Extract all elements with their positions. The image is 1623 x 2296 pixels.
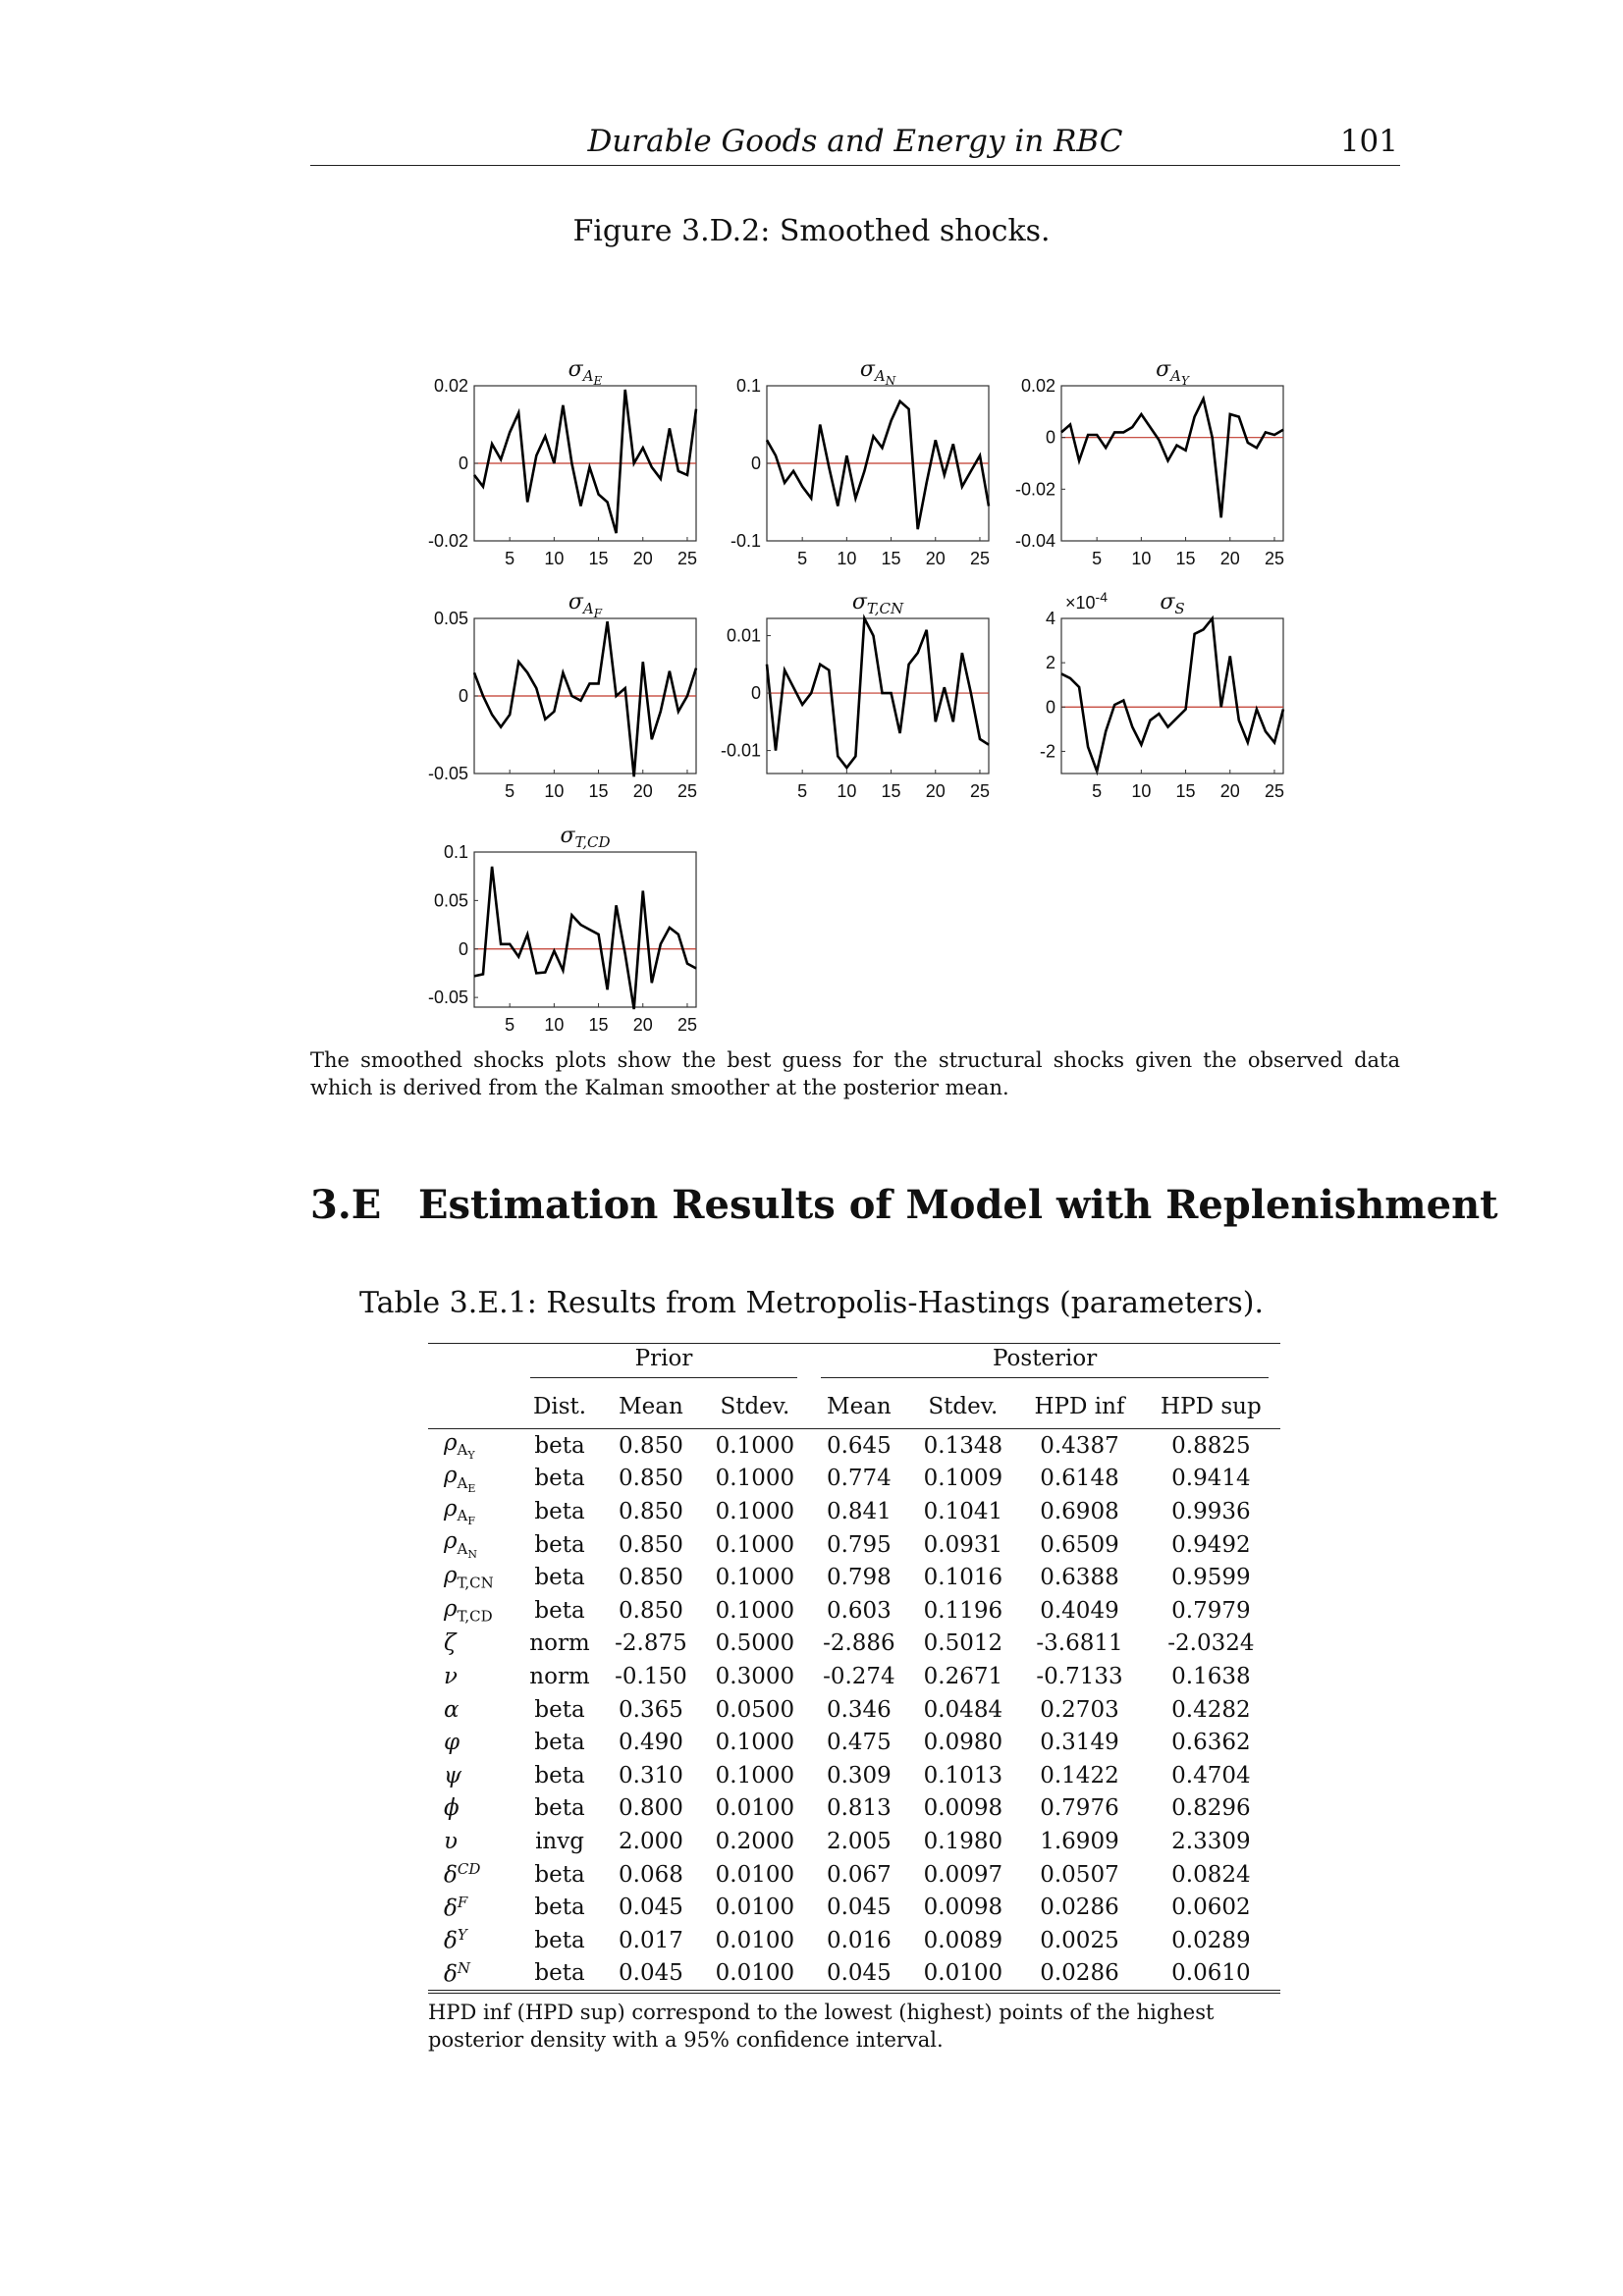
table-cell: 0.8296: [1171, 1795, 1251, 1822]
table-cell: 0.365: [619, 1696, 683, 1723]
table-cell: 0.0098: [923, 1895, 1003, 1921]
group-header-posterior: Posterior: [821, 1346, 1269, 1378]
column-header: Stdev.: [909, 1379, 1018, 1429]
table-cell: beta: [534, 1432, 585, 1459]
table-cell: 0.0602: [1171, 1895, 1251, 1921]
x-tick-label: 10: [544, 1015, 565, 1035]
table-cell: 0.2000: [715, 1828, 795, 1854]
group-header-prior: Prior: [530, 1346, 798, 1378]
y-tick-label: -0.02: [427, 531, 468, 551]
table-cell: 2.005: [826, 1828, 892, 1854]
table-cell: invg: [535, 1828, 584, 1854]
table-cell: 0.8825: [1171, 1432, 1251, 1459]
table-cell: 0.850: [619, 1498, 683, 1524]
parameter-symbol: ϕ: [444, 1795, 460, 1822]
table-row: [428, 1693, 1280, 1727]
table-row: [428, 1429, 1280, 1463]
column-header: HPD inf: [1017, 1379, 1142, 1429]
y-tick-label: 4: [1045, 609, 1055, 628]
shock-series-line: [474, 621, 696, 776]
table-cell: beta: [534, 1531, 585, 1558]
x-tick-label: 5: [1092, 781, 1103, 801]
table-cell: 0.813: [826, 1795, 892, 1822]
section-title: Estimation Results of Model with Replenishment: [418, 1182, 1498, 1228]
plot-title: $\sigma_AF$: [568, 590, 603, 620]
shock-plot: [730, 357, 990, 568]
plot-title: $\sigma_{T,CN}$: [851, 590, 904, 617]
parameter-symbol: $\rho_{T,CD}$: [444, 1595, 493, 1626]
table-cell: 0.310: [619, 1762, 683, 1789]
table-row: [428, 1792, 1280, 1826]
table-cell: beta: [534, 1927, 585, 1953]
plot-frame: [474, 852, 696, 1007]
table-cell: 0.7979: [1171, 1597, 1251, 1624]
table-cell: 0.1980: [923, 1828, 1003, 1854]
x-tick-label: 15: [881, 549, 901, 568]
table-note: HPD inf (HPD sup) correspond to the lowest (highest) points of the highest posterior density with a 95% confidence interval.: [428, 2001, 1215, 2052]
parameter-symbol: $\rho_{T,CN}$: [444, 1563, 494, 1592]
table-cell: 0.0025: [1040, 1927, 1119, 1953]
table-cell: beta: [534, 1565, 585, 1591]
table-row: [428, 1924, 1280, 1957]
x-tick-label: 15: [1175, 781, 1196, 801]
parameter-symbol: $\delta^F$: [444, 1893, 468, 1922]
y-tick-label: -0.04: [1014, 531, 1055, 551]
shock-series-line: [1061, 399, 1283, 517]
table-cell: 0.4049: [1040, 1597, 1119, 1624]
table-cell: beta: [534, 1795, 585, 1822]
table-cell: beta: [534, 1762, 585, 1789]
table-cell: 0.5012: [923, 1630, 1003, 1657]
table-cell: 0.798: [826, 1565, 892, 1591]
x-tick-label: 20: [925, 781, 946, 801]
table-cell: 0.0286: [1040, 1895, 1119, 1921]
table-cell: beta: [534, 1696, 585, 1723]
table-cell: 0.0097: [923, 1861, 1003, 1888]
table-cell: 0.7976: [1040, 1795, 1119, 1822]
table-cell: 0.850: [619, 1597, 683, 1624]
table-cell: 0.0098: [923, 1795, 1003, 1822]
results-table: [428, 1343, 1280, 1994]
table-cell: 0.1000: [715, 1432, 795, 1459]
x-tick-label: 25: [969, 549, 990, 568]
table-cell: 0.795: [826, 1531, 892, 1558]
y-tick-label: 0: [458, 686, 468, 706]
table-cell: 0.1041: [923, 1498, 1003, 1524]
table-cell: 0.0980: [923, 1730, 1003, 1756]
table-cell: 0.4387: [1040, 1432, 1119, 1459]
table-cell: 0.3149: [1040, 1730, 1119, 1756]
figure-note: The smoothed shocks plots show the best guess for the structural shocks given the observed data which is derived from the Kalman smoother at the posterior mean.: [310, 1048, 1400, 1099]
x-tick-label: 15: [588, 1015, 609, 1035]
table-cell: 0.1638: [1171, 1663, 1251, 1689]
table-cell: 2.3309: [1171, 1828, 1251, 1854]
table-cell: 0.0100: [701, 1957, 810, 1993]
table-cell: 0.1009: [923, 1466, 1003, 1492]
running-title: Durable Goods and Energy in RBC: [587, 124, 1123, 159]
smoothed-shocks-figure: [0, 0, 1623, 1060]
table-cell: 0.1422: [1040, 1762, 1119, 1789]
table-row: [428, 1495, 1280, 1528]
parameter-symbol: $\delta^{CD}$: [444, 1860, 481, 1889]
x-tick-label: 10: [837, 549, 857, 568]
table-cell: 1.6909: [1040, 1828, 1119, 1854]
plot-title: $\sigma_{T,CD}$: [560, 824, 611, 851]
table-cell: 0.850: [619, 1432, 683, 1459]
table-cell: 0.850: [619, 1565, 683, 1591]
table-row: [428, 1891, 1280, 1924]
x-tick-label: 20: [1219, 549, 1240, 568]
table-cell: 0.0824: [1171, 1861, 1251, 1888]
table-cell: 0.0100: [715, 1795, 795, 1822]
parameter-symbol: υ: [444, 1828, 458, 1854]
table-cell: -0.7133: [1036, 1663, 1123, 1689]
column-header-row: [428, 1379, 1280, 1429]
column-header: HPD sup: [1142, 1379, 1280, 1429]
y-tick-label: 0.1: [443, 842, 468, 862]
x-tick-label: 25: [1264, 549, 1284, 568]
table-cell: 0.346: [826, 1696, 892, 1723]
table-row: [428, 1463, 1280, 1496]
table-cell: beta: [534, 1861, 585, 1888]
parameter-symbol: ν: [444, 1663, 458, 1689]
x-tick-label: 25: [1264, 781, 1284, 801]
x-tick-label: 5: [1092, 549, 1103, 568]
table-cell: 0.0100: [715, 1927, 795, 1953]
table-cell: beta: [518, 1957, 602, 1993]
y-tick-label: 0: [1045, 697, 1055, 718]
section-heading: [310, 1182, 1498, 1228]
table-row: [428, 1594, 1280, 1628]
shock-series-line: [1061, 618, 1283, 772]
y-tick-label: 0.02: [433, 376, 468, 396]
y-tick-label: -0.1: [730, 531, 761, 551]
plot-title: $\sigma_AN$: [859, 357, 896, 388]
table-cell: -3.6811: [1036, 1630, 1123, 1657]
x-tick-label: 5: [797, 549, 808, 568]
table-cell: 0.1348: [923, 1432, 1003, 1459]
plot-frame: [1061, 386, 1283, 541]
table-cell: 0.0507: [1040, 1861, 1119, 1888]
y-tick-label: 0: [750, 454, 761, 473]
parameter-symbol: $\delta^N$: [428, 1957, 518, 1993]
x-tick-label: 10: [1131, 549, 1152, 568]
table-cell: 0.0484: [923, 1696, 1003, 1723]
table-cell: beta: [534, 1498, 585, 1524]
x-tick-label: 20: [632, 1015, 653, 1035]
y-tick-label: -0.02: [1014, 479, 1055, 500]
table-cell: 0.0100: [715, 1861, 795, 1888]
y-tick-label: -2: [1039, 741, 1055, 762]
table-cell: 0.850: [619, 1531, 683, 1558]
parameter-symbol: $\rho_{A_N}$: [444, 1528, 477, 1561]
parameter-symbol: $\rho_{A_E}$: [444, 1463, 476, 1495]
parameter-symbol: $\rho_{A_F}$: [444, 1495, 476, 1528]
table-cell: 0.9492: [1171, 1531, 1251, 1558]
table-cell: beta: [534, 1597, 585, 1624]
shock-series-line: [767, 401, 989, 529]
x-tick-label: 25: [969, 781, 990, 801]
x-tick-label: 15: [1175, 549, 1196, 568]
plot-title: $\sigma_AY$: [1156, 357, 1189, 388]
x-tick-label: 10: [544, 549, 565, 568]
table-cell: 0.0610: [1142, 1957, 1280, 1993]
table-row: [428, 1957, 1280, 1993]
plot-frame: [1061, 618, 1283, 774]
y-tick-label: 0.05: [433, 609, 468, 628]
table-cell: 0.4704: [1171, 1762, 1251, 1789]
table-row: [428, 1825, 1280, 1858]
table-cell: 0.850: [619, 1466, 683, 1492]
table-cell: -2.0324: [1167, 1630, 1255, 1657]
parameter-symbol: ζ: [444, 1630, 457, 1657]
y-tick-label: 0.05: [433, 890, 468, 911]
x-tick-label: 20: [1219, 781, 1240, 801]
column-header: Dist.: [518, 1379, 602, 1429]
table-cell: 0.6388: [1040, 1565, 1119, 1591]
table-cell: 0.045: [619, 1895, 683, 1921]
table-cell: 0.9936: [1171, 1498, 1251, 1524]
shock-plot: [428, 824, 697, 1035]
table-cell: 0.045: [826, 1895, 892, 1921]
table-caption: Table 3.E.1: Results from Metropolis-Hastings (parameters).: [358, 1286, 1265, 1320]
table-cell: -2.886: [823, 1630, 895, 1657]
table-row: [428, 1858, 1280, 1892]
y-tick-label: -0.01: [720, 740, 761, 761]
table-cell: 0.0289: [1171, 1927, 1251, 1953]
table-cell: 0.2671: [923, 1663, 1003, 1689]
shock-series-line: [474, 867, 696, 1009]
y-tick-label: 0.1: [735, 376, 761, 396]
table-cell: -0.274: [823, 1663, 895, 1689]
x-tick-label: 25: [676, 781, 697, 801]
table-cell: 0.2703: [1040, 1696, 1119, 1723]
parameter-symbol: $\delta^Y$: [444, 1926, 467, 1955]
table-cell: -2.875: [615, 1630, 687, 1657]
table-cell: 0.016: [826, 1927, 892, 1953]
y-tick-label: 0: [750, 683, 761, 704]
y-tick-label: -0.05: [427, 764, 468, 783]
y-tick-label: 0: [458, 938, 468, 959]
table-cell: 0.6148: [1040, 1466, 1119, 1492]
table-cell: 0.068: [619, 1861, 683, 1888]
table-cell: 0.1000: [715, 1498, 795, 1524]
table-cell: 0.0089: [923, 1927, 1003, 1953]
y-tick-label: 0: [1045, 427, 1055, 448]
table-cell: beta: [534, 1895, 585, 1921]
x-tick-label: 20: [632, 549, 653, 568]
table-cell: 0.3000: [715, 1663, 795, 1689]
x-tick-label: 10: [544, 781, 565, 801]
x-tick-label: 25: [676, 549, 697, 568]
table-cell: 0.774: [826, 1466, 892, 1492]
table-cell: 0.841: [826, 1498, 892, 1524]
table-cell: beta: [534, 1466, 585, 1492]
table-cell: 0.9599: [1171, 1565, 1251, 1591]
section-number: 3.E: [310, 1182, 382, 1228]
table-cell: -0.150: [615, 1663, 687, 1689]
table-cell: 0.0100: [909, 1957, 1018, 1993]
table-cell: 0.1000: [715, 1730, 795, 1756]
y-tick-label: -0.05: [427, 988, 468, 1008]
table-cell: 0.1000: [715, 1762, 795, 1789]
figure-caption: Figure 3.D.2: Smoothed shocks.: [572, 214, 1051, 248]
table-cell: 0.1196: [923, 1597, 1003, 1624]
table-cell: 0.0931: [923, 1531, 1003, 1558]
shock-plot: [1040, 589, 1284, 801]
table-cell: 2.000: [619, 1828, 683, 1854]
table-cell: 0.603: [826, 1597, 892, 1624]
table-cell: 0.6509: [1040, 1531, 1119, 1558]
table-cell: 0.800: [619, 1795, 683, 1822]
shock-plot: [1015, 357, 1284, 568]
column-header: Mean: [809, 1379, 908, 1429]
y-tick-label: 2: [1045, 653, 1055, 673]
table-cell: beta: [534, 1730, 585, 1756]
x-tick-label: 20: [925, 549, 946, 568]
parameter-symbol: ψ: [444, 1762, 462, 1789]
shock-plot: [428, 590, 697, 801]
x-tick-label: 20: [632, 781, 653, 801]
shock-plot: [428, 357, 697, 568]
x-tick-label: 10: [837, 781, 857, 801]
table-cell: 0.475: [826, 1730, 892, 1756]
shock-plot: [721, 590, 990, 801]
table-cell: 0.1016: [923, 1565, 1003, 1591]
table-row: [428, 1528, 1280, 1562]
x-tick-label: 15: [588, 549, 609, 568]
x-tick-label: 5: [797, 781, 808, 801]
shock-series-line: [474, 390, 696, 533]
table-row: [428, 1660, 1280, 1693]
table-cell: 0.1013: [923, 1762, 1003, 1789]
table-cell: norm: [529, 1630, 590, 1657]
table-cell: 0.309: [826, 1762, 892, 1789]
table-cell: 0.017: [619, 1927, 683, 1953]
x-tick-label: 25: [676, 1015, 697, 1035]
table-cell: 0.5000: [715, 1630, 795, 1657]
column-header: Stdev.: [701, 1379, 810, 1429]
table-cell: 0.0286: [1017, 1957, 1142, 1993]
table-cell: 0.1000: [715, 1466, 795, 1492]
plot-title: $\sigma_S$: [1160, 590, 1185, 617]
table-cell: 0.645: [826, 1432, 892, 1459]
table-cell: 0.0100: [715, 1895, 795, 1921]
y-tick-label: 0.01: [726, 625, 761, 646]
table-cell: 0.067: [826, 1861, 892, 1888]
table-cell: 0.1000: [715, 1531, 795, 1558]
y-tick-label: 0: [458, 454, 468, 473]
table-cell: 0.490: [619, 1730, 683, 1756]
y-tick-label: 0.02: [1020, 376, 1055, 396]
table-cell: 0.0500: [715, 1696, 795, 1723]
x-tick-label: 10: [1131, 781, 1152, 801]
x-tick-label: 15: [881, 781, 901, 801]
x-tick-label: 15: [588, 781, 609, 801]
table-row: [428, 1726, 1280, 1759]
table-row: [428, 1561, 1280, 1594]
table-cell: 0.6908: [1040, 1498, 1119, 1524]
parameter-symbol: α: [444, 1696, 460, 1723]
parameter-symbol: φ: [444, 1730, 460, 1756]
page-number: 101: [1339, 124, 1398, 159]
column-header: Mean: [601, 1379, 700, 1429]
table-cell: 0.045: [601, 1957, 700, 1993]
table-cell: 0.4282: [1171, 1696, 1251, 1723]
table-cell: 0.1000: [715, 1565, 795, 1591]
table-cell: 0.1000: [715, 1597, 795, 1624]
table-cell: norm: [529, 1663, 590, 1689]
x-tick-label: 5: [505, 781, 515, 801]
table-cell: 0.045: [809, 1957, 908, 1993]
table-cell: 0.9414: [1171, 1466, 1251, 1492]
x-tick-label: 5: [505, 549, 515, 568]
plot-title: $\sigma_AE$: [568, 357, 603, 388]
table-cell: 0.6362: [1171, 1730, 1251, 1756]
parameter-symbol: $\rho_{A_Y}$: [444, 1429, 475, 1463]
table-row: [428, 1628, 1280, 1661]
x-tick-label: 5: [505, 1015, 515, 1035]
table-row: [428, 1759, 1280, 1792]
y-exponent-label: $\times 10^{-4}$: [1065, 589, 1108, 613]
